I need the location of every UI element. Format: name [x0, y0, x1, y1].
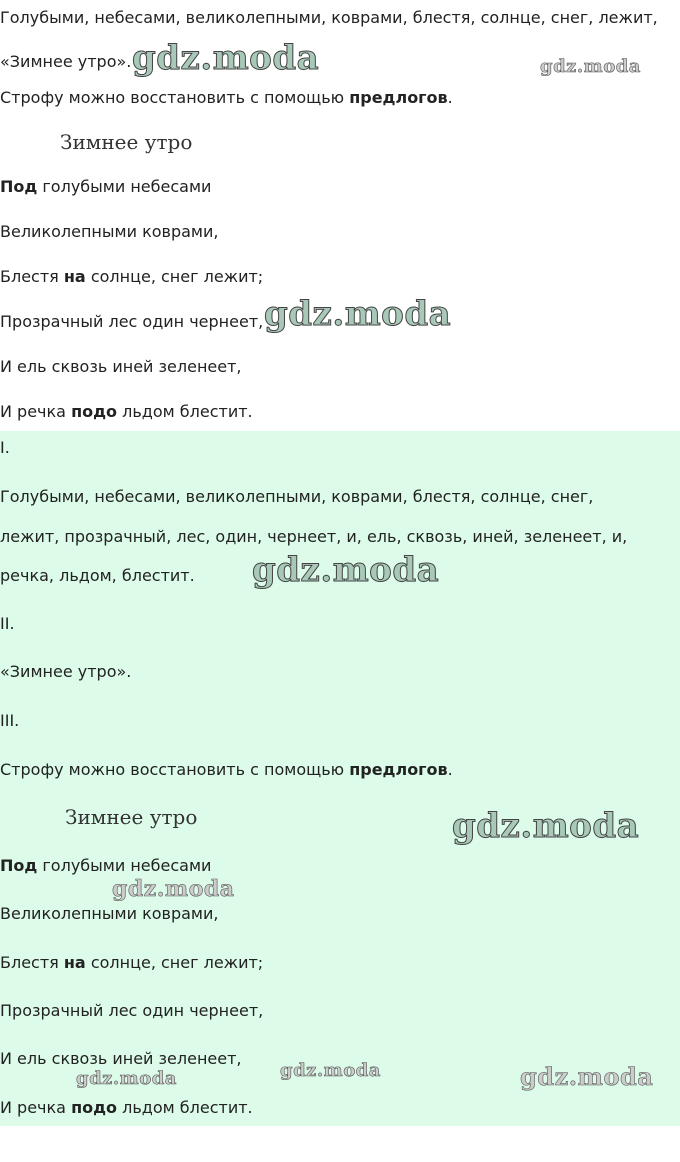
intro-title-quote: «Зимнее утро».	[0, 52, 132, 71]
method-text: Строфу можно восстановить с помощью	[0, 88, 350, 107]
answer-title-quote: «Зимнее утро».	[0, 662, 132, 681]
poem-line-6	[0, 402, 253, 422]
answer-poem-line-3	[0, 953, 263, 973]
intro-word-list: Голубыми, небесами, великолепными, коврами, блестя, солнце, снег, лежит,	[0, 8, 658, 27]
answer-poem-title: Зимнее утро	[65, 805, 198, 829]
watermark-logo: gdz.moda	[252, 550, 440, 590]
answer-poem-line-3-text: солнце, снег лежит;	[85, 953, 264, 972]
poem-line-3-bold: на	[63, 267, 86, 286]
poem-line-2: Великолепными коврами,	[0, 222, 219, 241]
answer-poem-line-6-bold: подо	[71, 1098, 118, 1117]
answer-label-1: I.	[0, 438, 10, 457]
watermark-logo: gdz.moda	[76, 1068, 177, 1089]
answer-label-3: III.	[0, 711, 20, 730]
poem-line-3-pre: Блестя	[0, 267, 64, 286]
answer-poem-line-2: Великолепными коврами,	[0, 904, 219, 923]
poem-line-6-bold: подо	[71, 402, 118, 421]
answer-poem-line-1	[0, 856, 211, 876]
answer-method-line	[0, 760, 453, 780]
watermark-logo: gdz.moda	[280, 1060, 381, 1081]
answer-words-line-1: Голубыми, небесами, великолепными, коврами, блестя, солнце, снег,	[0, 487, 594, 506]
poem-line-1-bold: Под	[0, 177, 38, 196]
answer-words-line-2: лежит, прозрачный, лес, один, чернеет, и, ель, сквозь, иней, зеленеет, и,	[0, 527, 628, 546]
answer-poem-line-5: И ель сквозь иней зеленеет,	[0, 1049, 242, 1068]
watermark-logo: gdz.moda	[452, 806, 640, 846]
watermark-logo: gdz.moda	[264, 294, 452, 334]
watermark-logo: gdz.moda	[112, 876, 235, 902]
poem-line-6-pre: И речка	[0, 402, 72, 421]
watermark-logo: gdz.moda	[520, 1062, 654, 1091]
poem-line-1	[0, 177, 211, 197]
poem-line-6-text: льдом блестит.	[117, 402, 253, 421]
method-end: .	[447, 88, 453, 107]
answer-method-text: Строфу можно восстановить с помощью	[0, 760, 350, 779]
poem-line-3	[0, 267, 263, 287]
answer-poem-line-3-bold: на	[63, 953, 86, 972]
answer-poem-line-6	[0, 1098, 253, 1118]
poem-line-4: Прозрачный лес один чернеет,	[0, 312, 264, 331]
answer-poem-line-6-pre: И речка	[0, 1098, 72, 1117]
poem-line-5: И ель сквозь иней зеленеет,	[0, 357, 242, 376]
poem-title: Зимнее утро	[60, 130, 193, 154]
answer-method-end: .	[447, 760, 453, 779]
answer-poem-line-3-pre: Блестя	[0, 953, 64, 972]
answer-method-bold: предлогов	[349, 760, 448, 779]
answer-poem-line-1-bold: Под	[0, 856, 38, 875]
answer-poem-line-1-text: голубыми небесами	[37, 856, 212, 875]
intro-method-line	[0, 88, 453, 108]
watermark-logo: gdz.moda	[540, 56, 641, 77]
poem-line-3-text: солнце, снег лежит;	[85, 267, 264, 286]
poem-line-1-text: голубыми небесами	[37, 177, 212, 196]
answer-poem-line-4: Прозрачный лес один чернеет,	[0, 1001, 264, 1020]
answer-words-line-3: речка, льдом, блестит.	[0, 566, 195, 585]
answer-poem-line-6-text: льдом блестит.	[117, 1098, 253, 1117]
watermark-logo: gdz.moda	[132, 38, 320, 78]
method-bold: предлогов	[349, 88, 448, 107]
answer-label-2: II.	[0, 614, 15, 633]
